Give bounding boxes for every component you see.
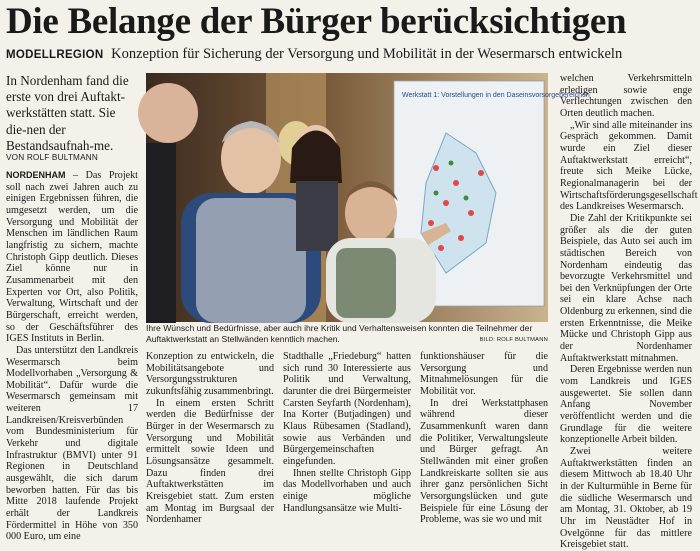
article-column-2 bbox=[146, 351, 274, 526]
teaser: In Nordenham fand die erste von drei Auftakt-werkstätten statt. Sie die-nen der Bestandsaufnah-me. bbox=[6, 73, 129, 153]
article-column-5 bbox=[560, 73, 698, 551]
subheadline-line bbox=[6, 45, 696, 64]
dateline: NORDENHAM bbox=[6, 170, 66, 180]
paragraph: Konzeption zu entwickeln, die Mobilitätsangebote und Versorgungsstrukturen zukunftsfähig zusammenbringt. bbox=[146, 351, 274, 397]
paragraph: Das unterstützt den Landkreis Wesermarsch beim Modellvorhaben „Versorgung & Mobilität“. Dafür wurde die Wesermarsch gemeinsam mit weiteren 17 Landkreisen/Kreisverbünden vom Bundesministerium für Verkehr und digitale Infrastruktur (BMVI) unter 91 Regionen in Deutschland ausgewählt, die sich darum beworben hatten. Für das bis Mitte 2018 laufende Projekt erhält der Landkreis Fördermittel in Höhe von 350 000 Euro, um eine bbox=[6, 344, 138, 543]
paragraph bbox=[6, 170, 138, 345]
paragraph: „Wir sind alle miteinander ins Gespräch gekommen. Damit wurde ein Ziel dieser Auftaktwerkstatt erreicht“, freute sich Meike Lücke, Regionalmanagerin bei der Wirtschaftsförderungsgesellschaft des Landkreises Wesermarsch. bbox=[560, 119, 698, 213]
photo-caption bbox=[146, 323, 548, 345]
paragraph: funktionshäuser für die Versorgung und Mitnahmelösungen für die Mobilität vor. bbox=[420, 351, 548, 397]
paragraph: Die Zahl der Kritikpunkte sei größer als die der guten Beispiele, das Auto sei auch im städtischen Bereich von Nordenham eindeutig das bevorzugte Verkehrsmittel und bei den Verknüpfungen der Orte sei ein klare Achse nach Oldenburg zu erkennen, sind die ersten Erkenntnisse, die Meike Mücke und Christoph Gipp aus der Nordenhamer Auftaktwerkstatt mitnahmen. bbox=[560, 212, 692, 364]
paragraph: Ihnen stellte Christoph Gipp das Modellvorhaben und auch einige mögliche Handlungsansätze wie Multi- bbox=[283, 467, 411, 514]
paragraph: Deren Ergebnisse werden nun vom Landkreis und IGES ausgewertet. Sie sollen dann Anfang November veröffentlicht werden und die Grundlage für die weitere konzeptionelle Arbeit bilden. bbox=[560, 364, 692, 446]
paragraph: Stadthalle „Friedeburg“ hatten sich rund 30 Interessierte aus Politik und Verwaltung, darunter die drei Bürgermeister Carsten Seyfarth (Nordenham), Ina Korter (Butjadingen) und Klaus Rübesamen (Stadland), sowie aus Verbänden und Bürgergemeinschaften eingefunden. bbox=[283, 351, 411, 467]
kicker: MODELLREGION bbox=[6, 49, 104, 61]
article-column-3 bbox=[283, 351, 411, 514]
paragraph: welchen Verkehrsmitteln erledigen sowie enge Verflechtungen zwischen den Orten deutlich machen. bbox=[560, 73, 692, 119]
paragraph: Zwei weitere Auftaktwerkstätten finden an diesem Mittwoch ab 18.40 Uhr in der Kulturmühle in Berne für die südliche Wesermarsch und am Montag, 31. Oktober, ab 19 Uhr im Neustädter Hof in Ovelgönne für das mittlere Kreisgebiet statt. bbox=[560, 446, 692, 551]
paragraph: In einem ersten Schritt werden die Bedürfnisse der Bürger in der Wesermarsch zu Versorgung und Mobilität ermittelt sowie Ideen und Lösungsansätze gesammelt. Dazu finden drei Auftaktwerkstätten im Kreisgebiet statt. Zum ersten am Montag im Burgsaal der Nordenhamer bbox=[146, 397, 274, 526]
article-photo bbox=[146, 73, 590, 322]
photo-illustration bbox=[146, 73, 590, 322]
paragraph-text: – Das Projekt soll nach zwei Jahren auch zu einigen Ergebnissen führen, die umgesetzt werden, um die Versorgung und Mobilität der Menschen im ländlichen Raum langfristig zu sichern, machte Christoph Gipp deutlich. Dieses Ziel könne nur in Zusammenarbeit mit den Experten vor Ort, also Politik, Verwaltung, Wirtschaft und der Bürgerschaft, erreicht werden, so der Geschäftsführer des IGES Instituts in Berlin. bbox=[6, 170, 138, 345]
article-column-1 bbox=[6, 170, 138, 543]
subheadline: Konzeption für Sicherung der Versorgung und Mobilität in der Wesermarsch entwickeln bbox=[111, 46, 623, 62]
photo-credit: BILD: ROLF BULTMANN bbox=[479, 336, 548, 343]
byline: VON ROLF BULTMANN bbox=[6, 153, 98, 162]
article-column-4 bbox=[420, 351, 548, 526]
poster-title: Werkstatt 1: Vorstellungen in den Daseinsvorsorgebereichen bbox=[402, 92, 590, 99]
paragraph: In drei Werkstattphasen während dieser Zusammenkunft waren dann die Politiker, Verwaltungsleute und Bürger gefragt. An Stellwänden mit einer großen Landkreiskarte sollten sie aus ihrer ganz persönlichen Sicht Versorgungslücken und gute Beispiele für eine Lösung der Probleme, was sie wo und mit bbox=[420, 397, 548, 526]
caption-text: Ihre Wünsch und Bedürfnisse, aber auch ihre Kritik und Verhaltensweisen konnten die Teilnehmer der Auftaktwerkstatt an Stellwänden kenntlich machen. bbox=[146, 323, 533, 344]
headline: Die Belange der Bürger berücksichtigen bbox=[6, 1, 627, 42]
